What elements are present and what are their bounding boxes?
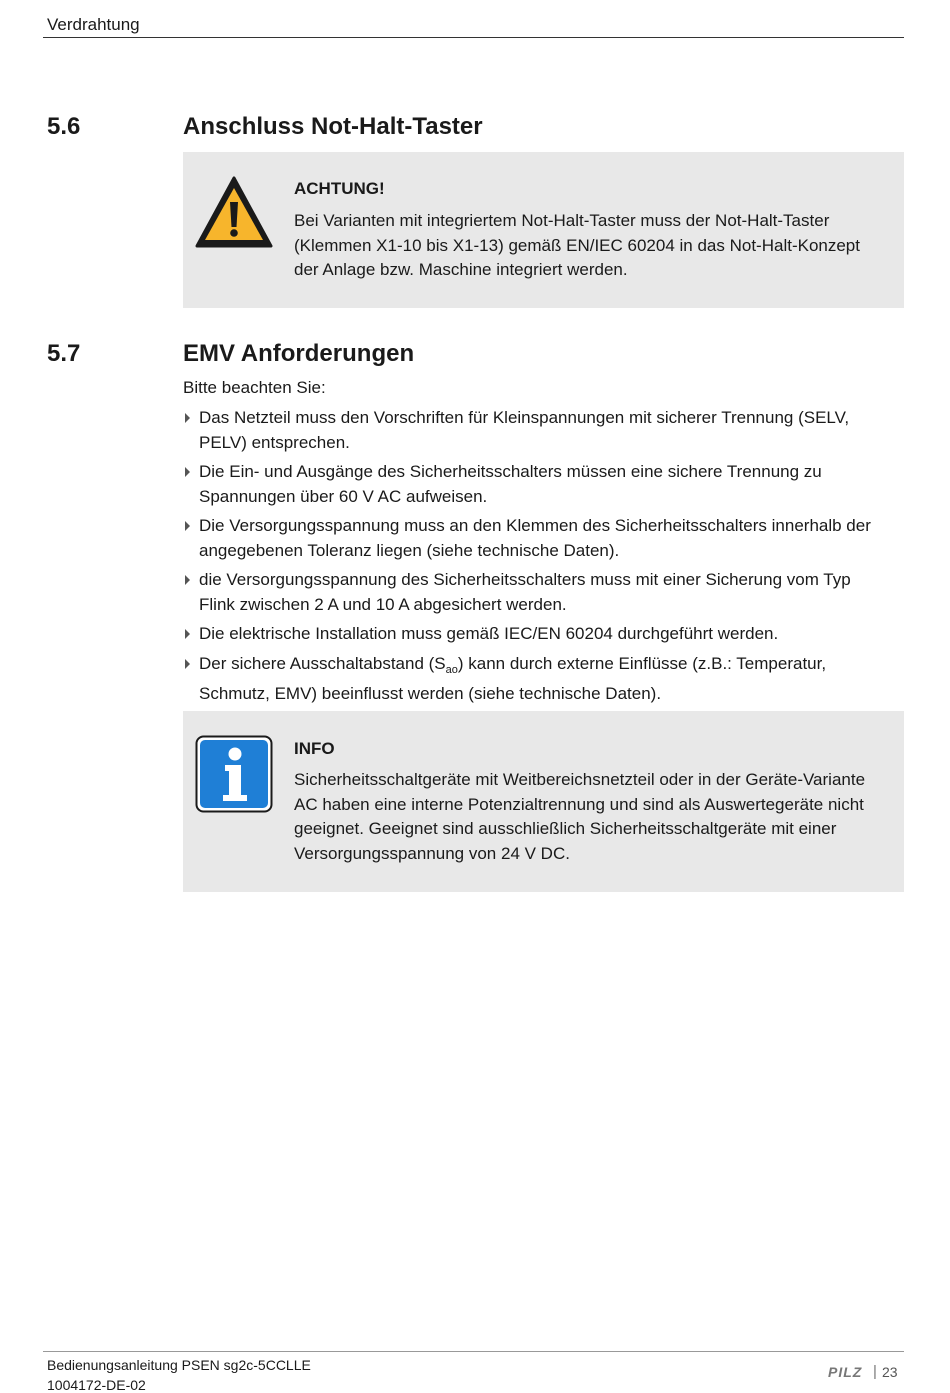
info-line: geeignet. Geeignet sind ausschließlich Sicherheitsschaltgeräte mit einer: [294, 819, 837, 838]
bullet-arrow-icon: [185, 659, 190, 669]
warning-icon: [195, 174, 273, 257]
list-item-line: Die Ein- und Ausgänge des Sicherheitsschalters müssen eine sichere Trennung zu: [199, 462, 822, 481]
list-item-line: angegebenen Toleranz liegen (siehe technische Daten).: [199, 540, 620, 560]
bullet-arrow-icon: [185, 575, 190, 585]
info-text: [294, 768, 894, 866]
requirements-list: [183, 406, 904, 712]
list-item-line: Schmutz, EMV) beeinflusst werden (siehe technische Daten).: [199, 684, 662, 703]
list-item: [183, 406, 904, 455]
list-item-line: Flink zwischen 2 A und 10 A abgesichert werden.: [199, 594, 567, 614]
warning-label: ACHTUNG!: [294, 179, 385, 198]
section-title: Anschluss Not-Halt-Taster: [183, 113, 483, 140]
info-icon: [195, 735, 273, 818]
page-number: 23: [882, 1364, 898, 1380]
info-line: Sicherheitsschaltgeräte mit Weitbereichsnetzteil oder in der Geräte-Variante: [294, 770, 866, 789]
list-item: [183, 568, 904, 617]
footer-doc-title: Bedienungsanleitung PSEN sg2c-5CCLLE: [47, 1357, 311, 1373]
list-item-text: ) kann durch externe Einflüsse (z.B.: Temperatur,: [457, 653, 827, 673]
subscript: ao: [445, 663, 458, 676]
footer-separator: |: [873, 1363, 877, 1380]
list-item: [183, 514, 904, 563]
warning-line: Bei Varianten mit integriertem Not-Halt-Taster muss der Not-Halt-Taster: [294, 211, 830, 230]
section-number: 5.7: [47, 340, 81, 367]
list-item-line: PELV) entsprechen.: [199, 432, 350, 452]
list-item-line: Die elektrische Installation muss gemäß IEC/EN 60204 durchgeführt werden.: [199, 624, 779, 643]
list-item: [183, 622, 904, 647]
list-item-text: Der sichere Ausschaltabstand (S: [199, 653, 446, 673]
bullet-arrow-icon: [185, 413, 190, 423]
info-line: Versorgungsspannung von 24 V DC.: [294, 843, 570, 863]
list-item-line: Die Versorgungsspannung muss an den Klemmen des Sicherheitsschalters innerhalb der: [199, 516, 871, 535]
list-item: [183, 460, 904, 509]
brand-logo: PILZ: [828, 1364, 863, 1380]
warning-line: (Klemmen X1-10 bis X1-13) gemäß EN/IEC 60204 in das Not-Halt-Konzept: [294, 235, 860, 255]
info-line: AC haben eine interne Potenzialtrennung und sind als Auswertegeräte nicht: [294, 794, 864, 814]
intro-text: Bitte beachten Sie:: [183, 378, 326, 397]
bullet-arrow-icon: [185, 521, 190, 531]
warning-box: [183, 152, 904, 308]
list-item: [183, 652, 904, 707]
bullet-arrow-icon: [185, 467, 190, 477]
list-item-line: Spannungen über 60 V AC aufweisen.: [199, 486, 488, 506]
warning-text: [294, 209, 894, 283]
info-label: INFO: [294, 739, 335, 758]
list-item-line: die Versorgungsspannung des Sicherheitsschalters muss mit einer Sicherung vom Typ: [199, 570, 851, 589]
list-item-line: [199, 652, 904, 683]
bullet-arrow-icon: [185, 629, 190, 639]
header-rule: [43, 37, 904, 38]
section-number: 5.6: [47, 113, 81, 140]
list-item-line: Das Netzteil muss den Vorschriften für Kleinspannungen mit sicherer Trennung (SELV,: [199, 408, 850, 427]
footer-rule: [43, 1351, 904, 1352]
running-header: Verdrahtung: [47, 15, 140, 34]
footer-doc-number: 1004172-DE-02: [47, 1377, 146, 1393]
warning-line: der Anlage bzw. Maschine integriert werden.: [294, 260, 628, 279]
info-box: [183, 711, 904, 892]
section-title: EMV Anforderungen: [183, 340, 415, 367]
